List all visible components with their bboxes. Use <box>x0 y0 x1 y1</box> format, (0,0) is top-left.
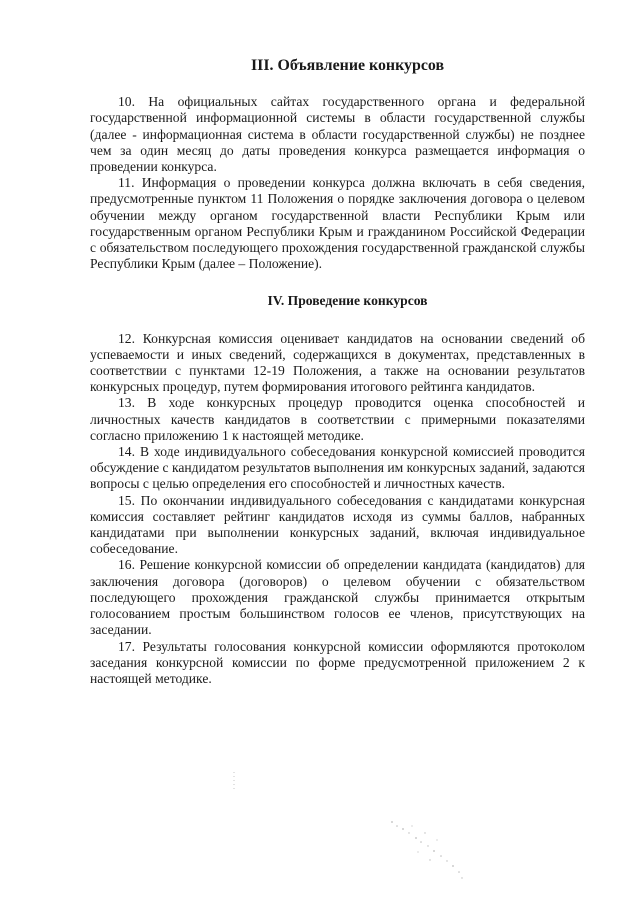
section-4-title: IV. Проведение конкурсов <box>267 293 428 309</box>
paragraph-11: 11. Информация о проведении конкурса должна включать в себя сведения, предусмотренные пунктом 11 Положения о порядке заключения договора о целевом обучении между органом государственной власти Республики Крым или государственным органом Республики Крым и гражданином Российской Федерации с обязательством последующего прохождения государственной гражданской службы Республики Крым (далее – Положение). <box>90 175 585 272</box>
scan-smudge <box>391 821 463 879</box>
paragraph-13: 13. В ходе конкурсных процедур проводится оценка способностей и личностных качеств кандидатов в соответствии с примерными показателями согласно приложению 1 к настоящей методике. <box>90 395 585 443</box>
paragraph-15: 15. По окончании индивидуального собеседования с кандидатами конкурсная комиссия составляет рейтинг кандидатов исходя из суммы баллов, набранных кандидатами при выполнении конкурсных заданий, включая индивидуальное собеседование. <box>90 492 585 557</box>
paragraph-17: 17. Результаты голосования конкурсной комиссии оформляются протоколом заседания конкурсной комиссии по форме предусмотренной приложением 2 к настоящей методике. <box>90 638 585 686</box>
paragraph-16: 16. Решение конкурсной комиссии об определении кандидата (кандидатов) для заключения договора (договоров) о целевом обучении с обязательством последующего прохождения гражданской службы принимается открытым голосованием простым большинством голосов ее членов, присутствующих на заседании. <box>90 557 585 638</box>
document-body <box>90 58 585 687</box>
paragraph-12: 12. Конкурсная комиссия оценивает кандидатов на основании сведений об успеваемости и иных сведений, содержащихся в документах, представленных в соответствии с пунктами 12-19 Положения, а также на основании результатов конкурсных процедур, путем формирования итогового рейтинга кандидатов. <box>90 330 585 395</box>
section-3-title: III. Объявление конкурсов <box>250 57 445 74</box>
paragraph-10: 10. На официальных сайтах государственного органа и федеральной государственной информационной системы в области государственной службы (далее - информационная система в области государственной службы) не позднее чем за один месяц до даты проведения конкурса размещается информация о проведении конкурса. <box>90 94 585 175</box>
paragraph-14: 14. В ходе индивидуального собеседования конкурсной комиссией проводится обсуждение с кандидатом результатов выполнения им конкурсных заданий, задаются вопросы с целью определения его способностей и личностных качеств. <box>90 444 585 492</box>
